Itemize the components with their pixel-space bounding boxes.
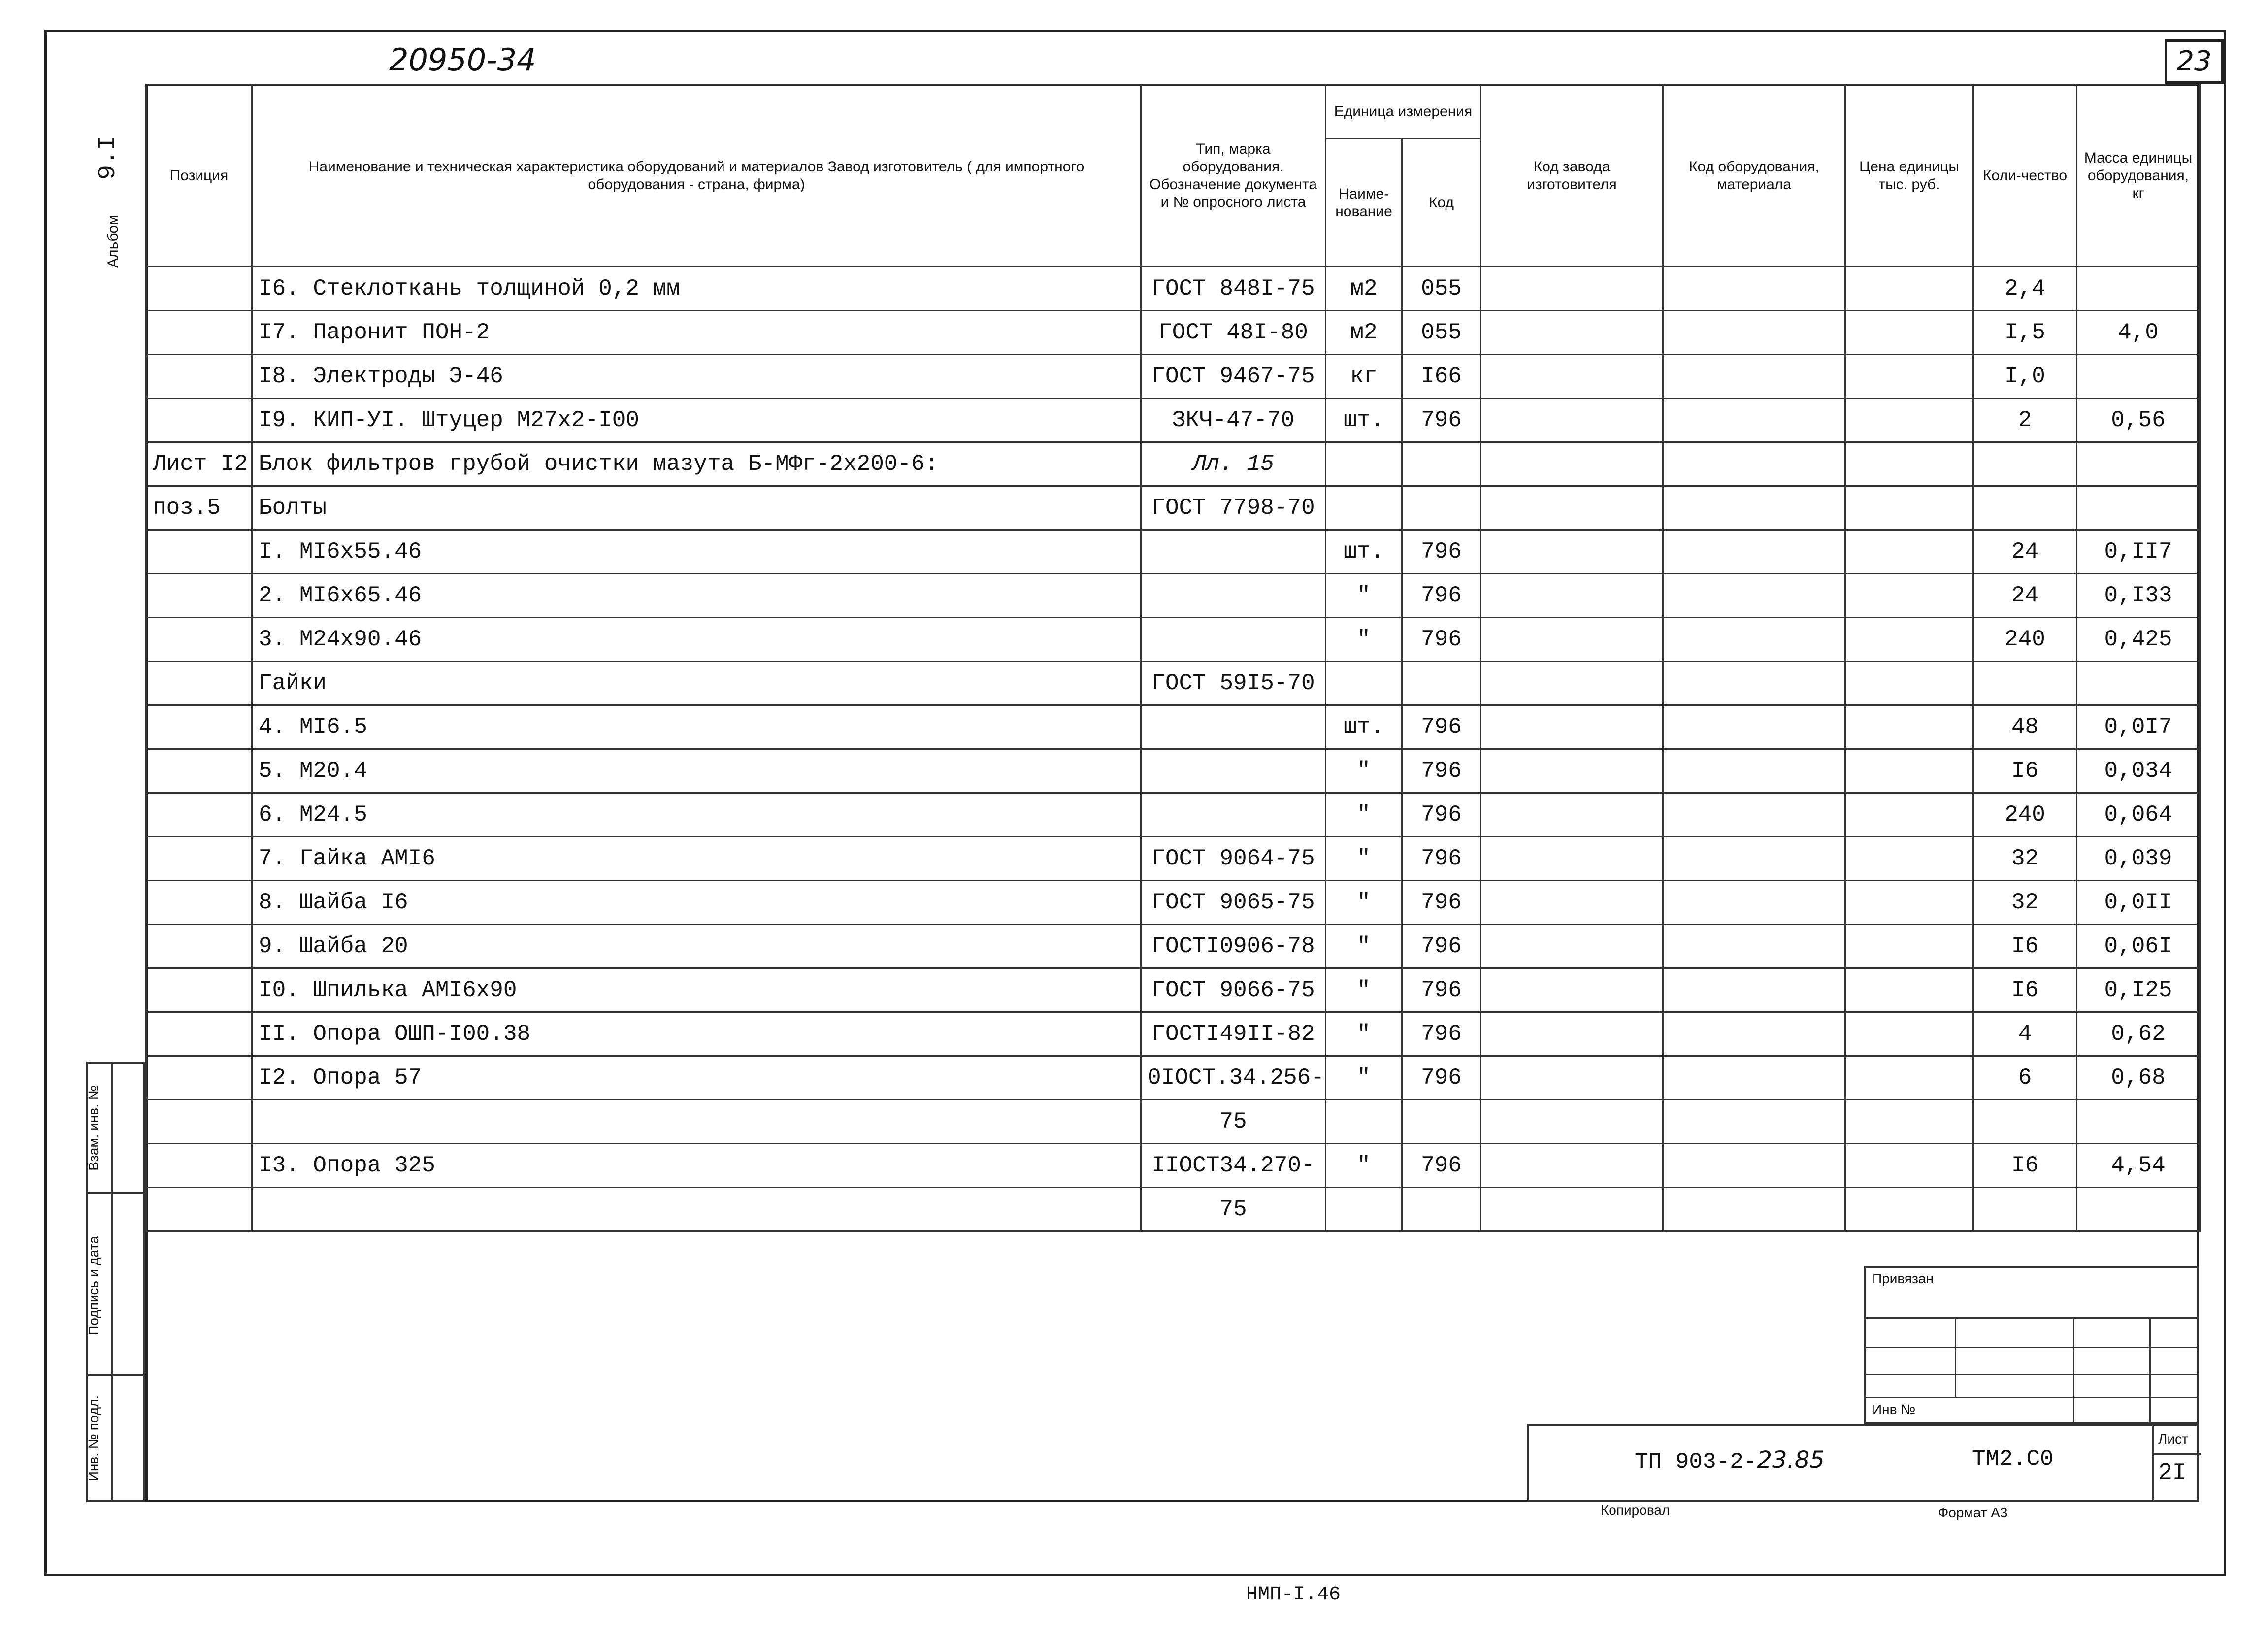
cell-factory-code: [1481, 705, 1663, 749]
sheet-label: Лист: [2158, 1431, 2188, 1447]
cell-position: [146, 837, 252, 881]
specification-table: [145, 84, 2201, 1232]
table-row: [146, 486, 2200, 530]
cell-mass: 0,0I7: [2077, 705, 2200, 749]
cell-price: [1845, 486, 1973, 530]
cell-type: 0IОСТ.34.256-: [1141, 1056, 1326, 1100]
cell-unit: шт.: [1326, 399, 1402, 442]
cell-price: [1845, 1188, 1973, 1231]
cell-position: Лист I2: [146, 442, 252, 486]
cell-position: [146, 1056, 252, 1100]
cell-position: [146, 793, 252, 837]
table-row: [146, 881, 2200, 925]
cell-quantity: 32: [1973, 881, 2077, 925]
cell-price: [1845, 442, 1973, 486]
cell-quantity: 2: [1973, 399, 2077, 442]
cell-price: [1845, 1100, 1973, 1144]
table-row: [146, 705, 2200, 749]
cell-code: 796: [1402, 749, 1481, 793]
table-row: [146, 1188, 2200, 1231]
doc-code: ТП 903-2-: [1635, 1449, 1757, 1475]
cell-code: [1402, 486, 1481, 530]
cell-type: [1141, 705, 1326, 749]
cell-code: [1402, 1100, 1481, 1144]
table-row: [146, 1144, 2200, 1188]
cell-price: [1845, 355, 1973, 399]
cell-name: I9. КИП-УI. Штуцер М27х2-I00: [252, 399, 1141, 442]
cell-type: ГОСТ 9066-75: [1141, 968, 1326, 1012]
cell-code: 055: [1402, 311, 1481, 355]
cell-code: 796: [1402, 968, 1481, 1012]
table-row: [146, 574, 2200, 618]
cell-quantity: I,0: [1973, 355, 2077, 399]
header-unit-name: Наиме-нование: [1326, 139, 1402, 267]
swap-inv-label: Взам. инв. №: [86, 1085, 101, 1171]
cell-equipment-code: [1663, 925, 1845, 968]
cell-mass: 0,0II: [2077, 881, 2200, 925]
cell-factory-code: [1481, 574, 1663, 618]
cell-mass: 0,039: [2077, 837, 2200, 881]
doc-code-hand: 23.85: [1757, 1446, 1825, 1474]
cell-code: 796: [1402, 399, 1481, 442]
table-row: [146, 442, 2200, 486]
table-row: [146, 355, 2200, 399]
header-unit-code: Код: [1402, 139, 1481, 267]
header-factory-code: Код завода изготовителя: [1481, 85, 1663, 267]
format-label: Формат А3: [1938, 1505, 2008, 1520]
cell-unit: шт.: [1326, 705, 1402, 749]
cell-type: 75: [1141, 1188, 1326, 1231]
cell-quantity: 240: [1973, 793, 2077, 837]
cell-position: [146, 705, 252, 749]
cell-name: I7. Паронит ПОН-2: [252, 311, 1141, 355]
table-row: [146, 618, 2200, 662]
cell-name: 6. М24.5: [252, 793, 1141, 837]
cell-mass: [2077, 486, 2200, 530]
cell-unit: ": [1326, 1144, 1402, 1188]
cell-name: I6. Стеклоткань толщиной 0,2 мм: [252, 267, 1141, 311]
cell-position: [146, 925, 252, 968]
cell-equipment-code: [1663, 749, 1845, 793]
cell-equipment-code: [1663, 530, 1845, 574]
cell-type: ГОСТ 48I-80: [1141, 311, 1326, 355]
table-row: [146, 968, 2200, 1012]
cell-unit: ": [1326, 749, 1402, 793]
cell-type: ГОСТ 9065-75: [1141, 881, 1326, 925]
side-stamp-divider: [111, 1062, 113, 1502]
cell-price: [1845, 267, 1973, 311]
cell-factory-code: [1481, 749, 1663, 793]
cell-equipment-code: [1663, 267, 1845, 311]
table-row: [146, 530, 2200, 574]
cell-price: [1845, 925, 1973, 968]
cell-code: [1402, 662, 1481, 705]
cell-unit: ": [1326, 618, 1402, 662]
cell-equipment-code: [1663, 1144, 1845, 1188]
cell-unit: ": [1326, 1056, 1402, 1100]
cell-unit: [1326, 442, 1402, 486]
approved-label: Привязан: [1872, 1271, 1934, 1286]
cell-name: I0. Шпилька АМI6х90: [252, 968, 1141, 1012]
cell-type: ЗКЧ-47-70: [1141, 399, 1326, 442]
cell-factory-code: [1481, 793, 1663, 837]
archive-number: 20950-34: [389, 42, 536, 78]
cell-price: [1845, 837, 1973, 881]
cell-quantity: I,5: [1973, 311, 2077, 355]
cell-equipment-code: [1663, 1188, 1845, 1231]
cell-name: I8. Электроды Э-46: [252, 355, 1141, 399]
cell-factory-code: [1481, 1188, 1663, 1231]
cell-mass: 0,56: [2077, 399, 2200, 442]
cell-name: [252, 1100, 1141, 1144]
cell-mass: [2077, 1100, 2200, 1144]
cell-name: [252, 1188, 1141, 1231]
header-unit-group: Единица измерения: [1326, 85, 1481, 139]
table-row: [146, 1012, 2200, 1056]
cell-factory-code: [1481, 442, 1663, 486]
cell-quantity: I6: [1973, 1144, 2077, 1188]
cell-factory-code: [1481, 486, 1663, 530]
cell-unit: ": [1326, 925, 1402, 968]
cell-unit: [1326, 486, 1402, 530]
cell-equipment-code: [1663, 1012, 1845, 1056]
cell-type: [1141, 574, 1326, 618]
cell-mass: 0,II7: [2077, 530, 2200, 574]
cell-factory-code: [1481, 399, 1663, 442]
cell-unit: ": [1326, 793, 1402, 837]
cell-unit: м2: [1326, 311, 1402, 355]
header-mass: Масса единицы оборудования, кг: [2077, 85, 2200, 267]
cell-equipment-code: [1663, 1100, 1845, 1144]
header-type: Тип, марка оборудования. Обозначение документа и № опросного листа: [1141, 85, 1326, 267]
title-block: [1527, 1424, 2199, 1502]
cell-type: 75: [1141, 1100, 1326, 1144]
cell-name: 5. М20.4: [252, 749, 1141, 793]
cell-factory-code: [1481, 1056, 1663, 1100]
cell-quantity: [1973, 1100, 2077, 1144]
cell-position: [146, 1144, 252, 1188]
cell-code: 796: [1402, 837, 1481, 881]
table-row: [146, 267, 2200, 311]
cell-position: [146, 1012, 252, 1056]
cell-mass: 4,0: [2077, 311, 2200, 355]
cell-position: [146, 1100, 252, 1144]
cell-position: [146, 968, 252, 1012]
inv-orig-label: Инв. № подл.: [86, 1395, 101, 1482]
table-row: [146, 925, 2200, 968]
cell-name: Блок фильтров грубой очистки мазута Б-МФг-2х200-6:: [252, 442, 1141, 486]
cell-price: [1845, 968, 1973, 1012]
cell-quantity: 24: [1973, 574, 2077, 618]
cell-quantity: 32: [1973, 837, 2077, 881]
cell-code: 796: [1402, 574, 1481, 618]
table-row: [146, 399, 2200, 442]
cell-unit: [1326, 662, 1402, 705]
cell-factory-code: [1481, 530, 1663, 574]
side-stamp-divider: [86, 1192, 145, 1194]
cell-code: 796: [1402, 1056, 1481, 1100]
cell-factory-code: [1481, 267, 1663, 311]
table-row: [146, 1100, 2200, 1144]
cell-equipment-code: [1663, 705, 1845, 749]
cell-mass: 4,54: [2077, 1144, 2200, 1188]
header-position: Позиция: [146, 85, 252, 267]
sign-date-label: Подпись и дата: [86, 1236, 101, 1335]
cell-position: [146, 881, 252, 925]
cell-unit: ": [1326, 968, 1402, 1012]
doc-mark: ТМ2.С0: [1972, 1446, 2054, 1472]
album-label: Альбом: [105, 215, 121, 268]
table-row: [146, 662, 2200, 705]
cell-name: Болты: [252, 486, 1141, 530]
cell-unit: [1326, 1188, 1402, 1231]
cell-code: 796: [1402, 793, 1481, 837]
cell-name: 7. Гайка АМI6: [252, 837, 1141, 881]
table-row: [146, 1056, 2200, 1100]
cell-position: [146, 618, 252, 662]
cell-unit: кг: [1326, 355, 1402, 399]
cell-name: I2. Опора 57: [252, 1056, 1141, 1100]
cell-code: 796: [1402, 1144, 1481, 1188]
cell-quantity: 48: [1973, 705, 2077, 749]
inv-no-label: Инв №: [1872, 1402, 1916, 1417]
cell-mass: 0,425: [2077, 618, 2200, 662]
cell-factory-code: [1481, 311, 1663, 355]
footer-stamp: НМП-I.46: [1246, 1584, 1341, 1606]
cell-type: ГОСТ 7798-70: [1141, 486, 1326, 530]
cell-quantity: [1973, 486, 2077, 530]
cell-factory-code: [1481, 618, 1663, 662]
cell-code: 796: [1402, 705, 1481, 749]
header-quantity: Коли-чество: [1973, 85, 2077, 267]
cell-price: [1845, 574, 1973, 618]
table-row: [146, 837, 2200, 881]
cell-mass: 0,I33: [2077, 574, 2200, 618]
cell-quantity: I6: [1973, 925, 2077, 968]
cell-price: [1845, 399, 1973, 442]
cell-name: I3. Опора 325: [252, 1144, 1141, 1188]
album-number: 9.I: [94, 135, 122, 180]
cell-type: IIОСТ34.270-: [1141, 1144, 1326, 1188]
cell-type: ГОСТ 9467-75: [1141, 355, 1326, 399]
cell-price: [1845, 1056, 1973, 1100]
cell-code: 796: [1402, 530, 1481, 574]
cell-equipment-code: [1663, 311, 1845, 355]
cell-mass: [2077, 442, 2200, 486]
cell-name: 3. М24х90.46: [252, 618, 1141, 662]
cell-unit: ": [1326, 1012, 1402, 1056]
cell-type: [1141, 793, 1326, 837]
cell-price: [1845, 749, 1973, 793]
cell-code: I66: [1402, 355, 1481, 399]
cell-name: 9. Шайба 20: [252, 925, 1141, 968]
cell-price: [1845, 1012, 1973, 1056]
cell-position: [146, 355, 252, 399]
cell-equipment-code: [1663, 968, 1845, 1012]
cell-quantity: 24: [1973, 530, 2077, 574]
cell-unit: ": [1326, 837, 1402, 881]
cell-type: ГОСТ 59I5-70: [1141, 662, 1326, 705]
cell-factory-code: [1481, 1012, 1663, 1056]
cell-quantity: [1973, 1188, 2077, 1231]
table-row: [146, 793, 2200, 837]
copied-label: Копировал: [1601, 1502, 1670, 1518]
header-equipment-code: Код оборудования, материала: [1663, 85, 1845, 267]
cell-factory-code: [1481, 837, 1663, 881]
cell-factory-code: [1481, 1100, 1663, 1144]
cell-name: 2. МI6х65.46: [252, 574, 1141, 618]
cell-equipment-code: [1663, 618, 1845, 662]
cell-mass: 0,62: [2077, 1012, 2200, 1056]
cell-code: 055: [1402, 267, 1481, 311]
cell-factory-code: [1481, 881, 1663, 925]
cell-equipment-code: [1663, 837, 1845, 881]
cell-type: [1141, 530, 1326, 574]
cell-factory-code: [1481, 968, 1663, 1012]
cell-price: [1845, 618, 1973, 662]
cell-factory-code: [1481, 925, 1663, 968]
cell-code: 796: [1402, 925, 1481, 968]
cell-price: [1845, 793, 1973, 837]
cell-name: I. МI6х55.46: [252, 530, 1141, 574]
cell-quantity: 2,4: [1973, 267, 2077, 311]
cell-factory-code: [1481, 1144, 1663, 1188]
cell-name: Гайки: [252, 662, 1141, 705]
cell-name: II. Опора ОШП-I00.38: [252, 1012, 1141, 1056]
cell-unit: шт.: [1326, 530, 1402, 574]
cell-quantity: I6: [1973, 968, 2077, 1012]
cell-equipment-code: [1663, 486, 1845, 530]
cell-quantity: 6: [1973, 1056, 2077, 1100]
cell-quantity: [1973, 442, 2077, 486]
table-row: [146, 749, 2200, 793]
cell-position: [146, 1188, 252, 1231]
cell-equipment-code: [1663, 355, 1845, 399]
cell-price: [1845, 530, 1973, 574]
cell-code: [1402, 442, 1481, 486]
cell-mass: [2077, 1188, 2200, 1231]
cell-factory-code: [1481, 355, 1663, 399]
cell-unit: м2: [1326, 267, 1402, 311]
cell-factory-code: [1481, 662, 1663, 705]
sheet-number: 23: [2165, 39, 2224, 84]
table-row: [146, 311, 2200, 355]
cell-type: [1141, 618, 1326, 662]
cell-mass: [2077, 267, 2200, 311]
cell-position: [146, 311, 252, 355]
cell-unit: [1326, 1100, 1402, 1144]
cell-unit: ": [1326, 574, 1402, 618]
cell-quantity: 4: [1973, 1012, 2077, 1056]
cell-mass: 0,06I: [2077, 925, 2200, 968]
cell-quantity: [1973, 662, 2077, 705]
header-price: Цена единицы тыс. руб.: [1845, 85, 1973, 267]
cell-mass: 0,68: [2077, 1056, 2200, 1100]
cell-position: [146, 662, 252, 705]
cell-price: [1845, 705, 1973, 749]
cell-code: 796: [1402, 1012, 1481, 1056]
cell-type: [1141, 749, 1326, 793]
cell-position: [146, 267, 252, 311]
cell-price: [1845, 662, 1973, 705]
cell-mass: 0,I25: [2077, 968, 2200, 1012]
cell-equipment-code: [1663, 574, 1845, 618]
cell-position: [146, 574, 252, 618]
cell-mass: 0,034: [2077, 749, 2200, 793]
cell-quantity: 240: [1973, 618, 2077, 662]
cell-type: ГОСТI49II-82: [1141, 1012, 1326, 1056]
cell-quantity: I6: [1973, 749, 2077, 793]
cell-price: [1845, 881, 1973, 925]
approval-block: [1864, 1266, 2199, 1424]
cell-position: [146, 749, 252, 793]
cell-name: 4. МI6.5: [252, 705, 1141, 749]
cell-price: [1845, 1144, 1973, 1188]
cell-mass: [2077, 662, 2200, 705]
cell-equipment-code: [1663, 793, 1845, 837]
cell-type: ГОСТI0906-78: [1141, 925, 1326, 968]
cell-equipment-code: [1663, 442, 1845, 486]
cell-code: [1402, 1188, 1481, 1231]
cell-unit: ": [1326, 881, 1402, 925]
cell-position: [146, 530, 252, 574]
sheet-value: 2I: [2158, 1460, 2187, 1487]
cell-equipment-code: [1663, 662, 1845, 705]
header-name: Наименование и техническая характеристика оборудований и материалов Завод изготовитель ( для импортного оборудования - страна, фирма): [252, 85, 1141, 267]
cell-equipment-code: [1663, 399, 1845, 442]
cell-type: ГОСТ 9064-75: [1141, 837, 1326, 881]
cell-type: ГОСТ 848I-75: [1141, 267, 1326, 311]
cell-code: 796: [1402, 618, 1481, 662]
cell-equipment-code: [1663, 881, 1845, 925]
cell-mass: [2077, 355, 2200, 399]
cell-position: поз.5: [146, 486, 252, 530]
cell-equipment-code: [1663, 1056, 1845, 1100]
cell-name: 8. Шайба I6: [252, 881, 1141, 925]
cell-price: [1845, 311, 1973, 355]
cell-position: [146, 399, 252, 442]
cell-mass: 0,064: [2077, 793, 2200, 837]
cell-type: Лл. 15: [1141, 442, 1326, 486]
cell-code: 796: [1402, 881, 1481, 925]
